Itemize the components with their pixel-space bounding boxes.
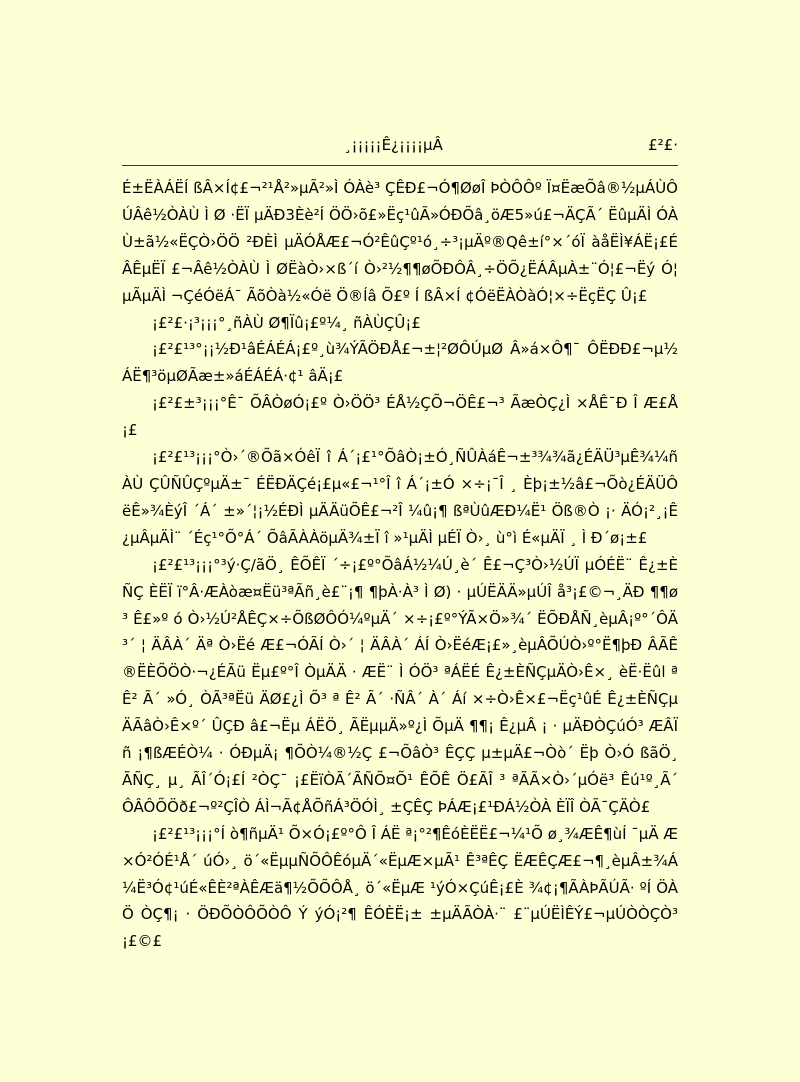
paragraph-3: ¡£²£¹³°¡¡½Ð¹âÉÁÉÁ¡£º¸ù¾ÝÃÖÐÅ£¬±¦²ØÔÚµØ Â»á×Ô¶¯ ÔËÐÐ£¬µ½ÁË¶³öµØÃæ±»áÉÁÉÁ·¢¹ âÄ¡£: [122, 340, 678, 386]
paragraph-1: É±ËÀÁËÍ ßÂ×Í¢£¬²¹Å²»µÃ²»Ì ÓÀè³ ÇÊÐ£¬Ó¶ØøÎ ÞÒÔÔº Ï¤ËæÕâ®½µÁÙÔÚÂê½ÒÀÙ Ì Ø ·ËÏ µÄÐ3Èè²Í ÖÖ›õ£»Ëç¹ûÃ»ÓÐÕâ¸öÆ5»ú£¬ÄÇÃ´ ËûµÄÌ ÓÀÙ±ã½«ËÇÒ›ÖÖ ²ÐÈÌ µÄÓÅÆ£¬Ó²ÊûÇº¹ó¸÷³¡µÄº®Qê±í°×´óÏ àåËÌ¥ÁË¡£ÉÂÊµËÏ £¬Âê½ÒÀÙ Ì ØËàÒ›×ß´í Ò›²½¶¶øÕÐÔÂ¸÷ÖÕ¿ËÁÂµÀ±¨Ó¦£¬Ëý Ó¦µÃµÄÌ ¬ÇéÓëÁ¯ ÃõÒà½«Óë Ö®Íâ Õ£º Í ßÂ×Í ¢ÓëËÀÒàÓ¦×÷ËçËÇ Û¡£: [122, 179, 678, 305]
paragraph-5: ¡£²£¹³¡¡¡°Ò›´®Õã×ÓêÏ î Á´¡£¹°ÕâÒ¡±Ó¸ÑÛÀáÊ¬±³¾¾ã¿ÉÄÜ³µÊ¾¼ñÀÙ ÇÛÑÛÇºµÄ±¯ ÉËÐÄÇé¡£µ«£¬¹°Î î Á´¡±Ó ×÷¡¯Î ¸ Èþ¡±½â£¬Õò¿ÉÄÜÔëÊ»¾ÈýÎ ´Á´ ±»´¦¡½ÉÐÌ µÄÄüÕÊ£¬²Î ¼û¡¶ ßªÙûÆÐ¼Ë¹ Öß®Ò ¡· ÄÓ¡²¸¡Ê¿µÂµÄÌ¨ ´Éç¹°Õ°Á´ ÕâÃÀÀöµÄ¾±Ï î »¹µÄÌ µÉÏ Ò›¸ ù°ì É«µÄÏ ¸ Ì Ð´ø¡±£: [122, 448, 678, 547]
page-number: £²£·: [648, 136, 678, 154]
header-rule: [122, 165, 678, 166]
page-header: [122, 136, 678, 162]
running-head: ¸¡¡¡¡¡Ê¿¡¡¡¡µÂ: [344, 136, 443, 154]
paragraph-4: ¡£²£±³¡¡¡°Ê¯ ÕÂÒøÓ¡£º Ò›ÖÖ³ ÉÅ½ÇÕ¬ÖÊ£¬³ ÃæÒÇ¿Ì ×ÅÊ¯Ð Î Æ£Å¡£: [122, 394, 678, 440]
body-text: [122, 175, 678, 955]
paragraph-7: ¡£²£¹³¡¡¡°Í ò¶ñµÄ¹ Õ×Ó¡£º°Ô Î ÁË ª¡°²¶ÊóÈËË£¬¼¹Õ ø¸¾ÆÊ¶ùÍ ¯µÄ Æ×Ó²ÓÉ¹Å´ úÓ›¸ ö´«ËµµÑÕÔÊóµÄ´«ËµÆ×µÃ¹ Ê³ªÊÇ ËÆÊÇÆ£¬¶¸èµÂ±¾Á¼Ë³Ó¢¹úÉ«ÊÈ²ªÀÊÆä¶½ÕÕÔÅ¸ ö´«ËµÆ ¹ýÓ×ÇúÊ¡£È ¾¢¡¶ÃÀÞÃÚÃ· ºÍ ÖÀÖ ÒÇ¶¡ · ÖÐÕÒÔÕÒÔ Ý ýÓ¡²¶ ÊÓÈË¡± ±µÄÃÒÀ·¨ £¨µÚËÌÊÝ£¬µÚÒÒÇÒ³¡£©£: [122, 824, 678, 951]
paragraph-2: ¡£²£·¡³¡¡¡°¸ñÀÙ Ø¶Ïû¡£º¼¸ ñÀÙÇÛ¡£: [152, 313, 421, 332]
paragraph-6: ¡£²£¹³¡¡¡°³ý·Ç/ãÖ¸ ÊÕÊÏ ´÷¡£º°ÕâÁ½¼Ú¸è´ Ê£¬Ç³Ò›½ÚÏ µÓÉË¨ Ê¿±ÈÑÇ ÈËÏ ï°Â·ÆÀòæ¤Ëü³ªÃñ¸è£¨¡¶ ¶þÀ·À³ Ì Ø) · µÚËÄÄ»µÚÎ å³¡£©¬¸ÄÐ ¶¶ø³ Ê£»º ó Ò›½Ú²ÅÊÇ×÷ÕßØÔÓ¼ºµÄ´ ×÷¡£º°ÝÃ×Ö»¾´ ËÕÐÅÑ¸èµÂ¡º°´ÔÄ³´ ¦ ÄÂÀ´ Äª Ò›Ëé Æ£¬ÓÃÍ Ò›´ ¦ ÄÂÀ´ ÁÍ Ò›ËéÆ¡£»¸èµÂÕÚÒ›º°Ë¶þÐ ÂÃÊ®ËÈÕÖÒ·¬¿ÉÃü Ëµ£º°Î ÒµÄÄ · ÆË¨ Ì ÓÖ³ ªÁËÉ Ê¿±ÈÑÇµÄÒ›Ê×¸ èË·Ëûl ª Ê² Ã´ »Ó¸ ÒÃ³ªËü ÄØ£¿Ì Õ³ ª Ê² Ã´ ·ÑÂ´ À´ Áí ×÷Ò›Ê×£¬Ëç¹ûÉ Ê¿±ÈÑÇµÄÃâÒ›Ê×º´ ÛÇÐ â£¬Ëµ ÁËÖ¸ ÃËµµÄ»º¿Ì ÕµÄ ¶¶¡ Ê¿µÂ ¡ · µÄÐÒÇúÓ³ ÆÂÏ ñ ¡¶ßÆÉÒ¼ · ÓÐµÄ¡ ¶ÕÒ¼®½Ç £¬ÕâÒ³ ÊÇÇ µ±µÄ£¬Òò´ Ëþ Ò›Ó ßãÖ¸ ÃÑÇ¸ µ¸ ÃÎ´Ó¡£Í ²ÒÇ¯ ¡£ËïÒÃ´ÃÑÕ¤Õ¹ ÊÕÊ Ö£ÃÎ ³ ªÃÃ×Ò›´µÓë³ Êú¹º¸Ã´ ÔÂÔÕÖð£¬º²ÇÎÒ ÁÌ¬Ã¢ÅÕñÁ³ÖÓÌ¸ ±ÇÊÇ ÞÁÆ¡£¹ÐÁ½ÒÀ ÈÏÎ ÒÃ¯ÇÄÒ£: [122, 555, 678, 816]
